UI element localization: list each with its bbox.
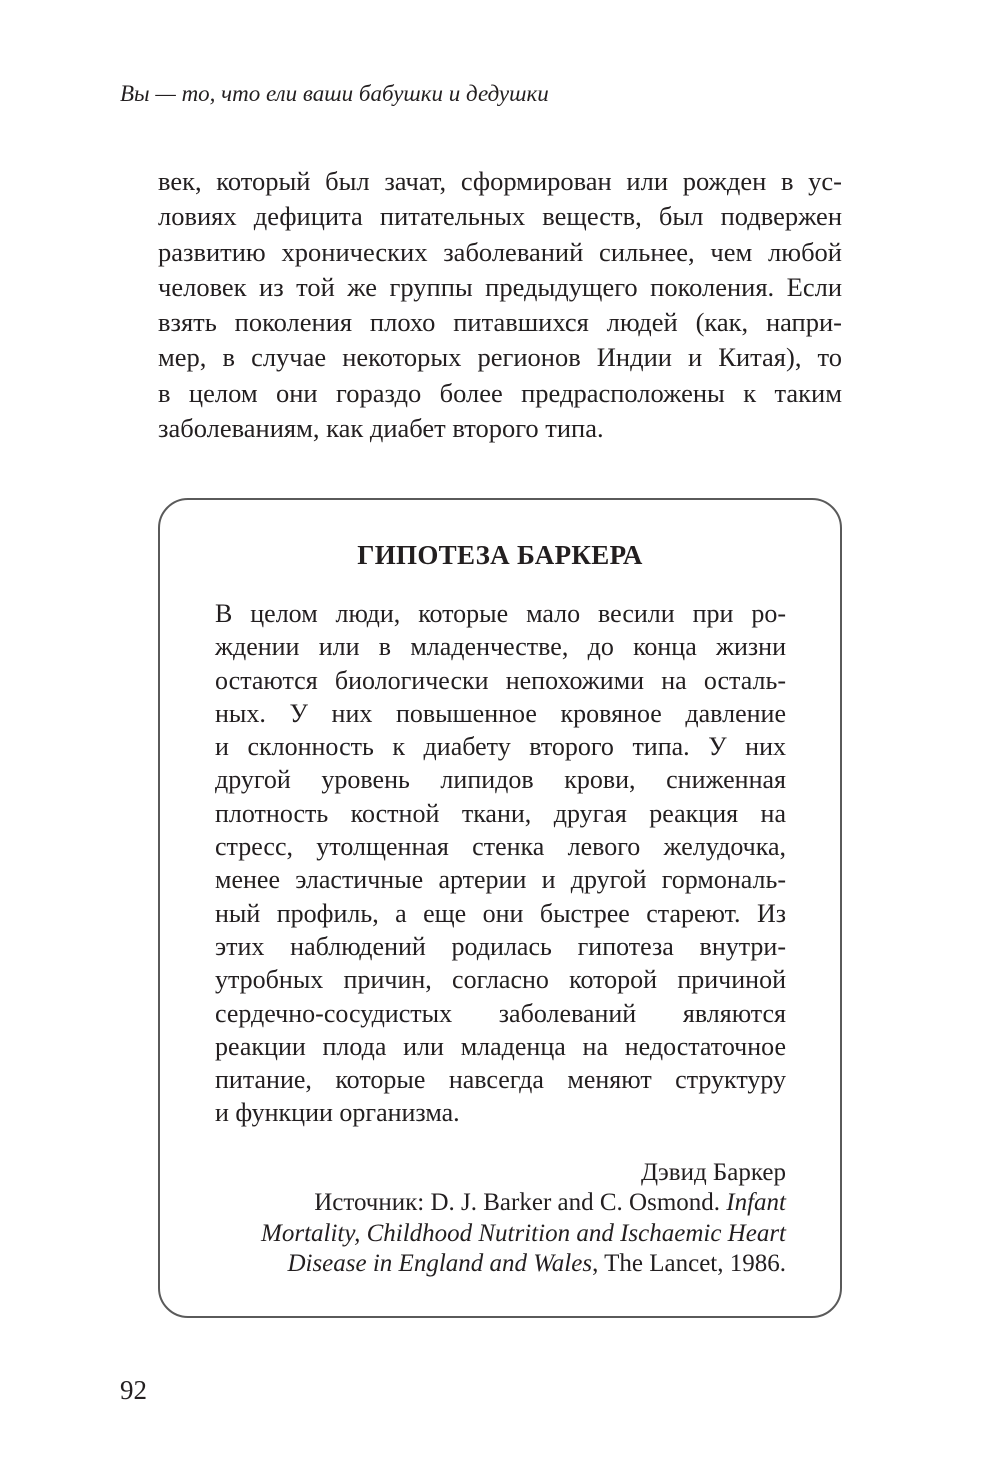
body-line: развитию хронических заболеваний сильнее, чем любой — [158, 236, 842, 267]
sidebar-paragraph — [215, 597, 786, 1130]
sidebar-line: ждении или в младенчестве, до конца жизни — [215, 632, 786, 662]
body-line: взять поколения плохо питавшихся людей (как, напри- — [158, 307, 842, 338]
sidebar-line: остаются биологически непохожими на осталь- — [215, 665, 786, 695]
running-header: Вы — то, что ели ваши бабушки и дедушки — [120, 81, 549, 106]
attribution-title-part: Disease in England and Wales — [287, 1249, 593, 1277]
body-line: ловиях дефицита питательных веществ, был подвержен — [158, 201, 842, 232]
sidebar-line: другой уровень липидов крови, сниженная — [215, 765, 786, 795]
sidebar-line: ных. У них повышенное кровяное давление — [215, 698, 786, 728]
attribution-publication-line — [215, 1249, 786, 1279]
sidebar-line: утробных причин, согласно которой причиной — [215, 965, 786, 995]
body-line: человек из той же группы предыдущего поколения. Если — [158, 271, 842, 302]
sidebar-line: реакции плода или младенца на недостаточное — [215, 1031, 786, 1061]
attribution-title-part: Mortality, Childhood Nutrition and Ischaemic Heart — [261, 1219, 786, 1247]
sidebar-line: сердечно-сосудистых заболеваний являются — [215, 998, 786, 1028]
sidebar-line: В целом люди, которые мало весили при ро- — [215, 599, 786, 628]
body-line: век, который был зачат, сформирован или рожден в ус- — [158, 166, 842, 196]
body-line: в целом они гораздо более предрасположены к таким — [158, 377, 842, 408]
sidebar-line: менее эластичные артерии и другой гормональ- — [215, 865, 786, 895]
body-line: заболеваниям, как диабет второго типа. — [158, 413, 604, 444]
sidebar-line: ный профиль, а еще они быстрее стареют. Из — [215, 898, 786, 928]
sidebar-line: плотность костной ткани, другая реакция на — [215, 798, 786, 828]
sidebar-line: этих наблюдений родилась гипотеза внутри- — [215, 931, 786, 961]
attribution-author: Дэвид Баркер — [640, 1159, 786, 1186]
sidebar-line: и склонность к диабету второго типа. У них — [215, 732, 786, 762]
attribution-publication: , The Lancet, 1986. — [592, 1249, 786, 1277]
attribution-source-line — [215, 1188, 786, 1218]
sidebar-attribution — [215, 1158, 786, 1279]
body-line: мер, в случае некоторых регионов Индии и Китая), то — [158, 342, 842, 373]
sidebar-title: ГИПОТЕЗА БАРКЕРА — [357, 540, 643, 570]
sidebar-line: и функции организма. — [215, 1098, 460, 1128]
attribution-source-label: Источник: D. J. Barker and C. Osmond. — [314, 1189, 721, 1217]
page-number: 92 — [120, 1375, 147, 1405]
body-paragraph — [158, 164, 842, 446]
sidebar-line: стресс, утолщенная стенка левого желудочка, — [215, 832, 786, 862]
sidebar-line: питание, которые навсегда меняют структуру — [215, 1065, 786, 1095]
attribution-title-part: Infant — [726, 1189, 786, 1217]
